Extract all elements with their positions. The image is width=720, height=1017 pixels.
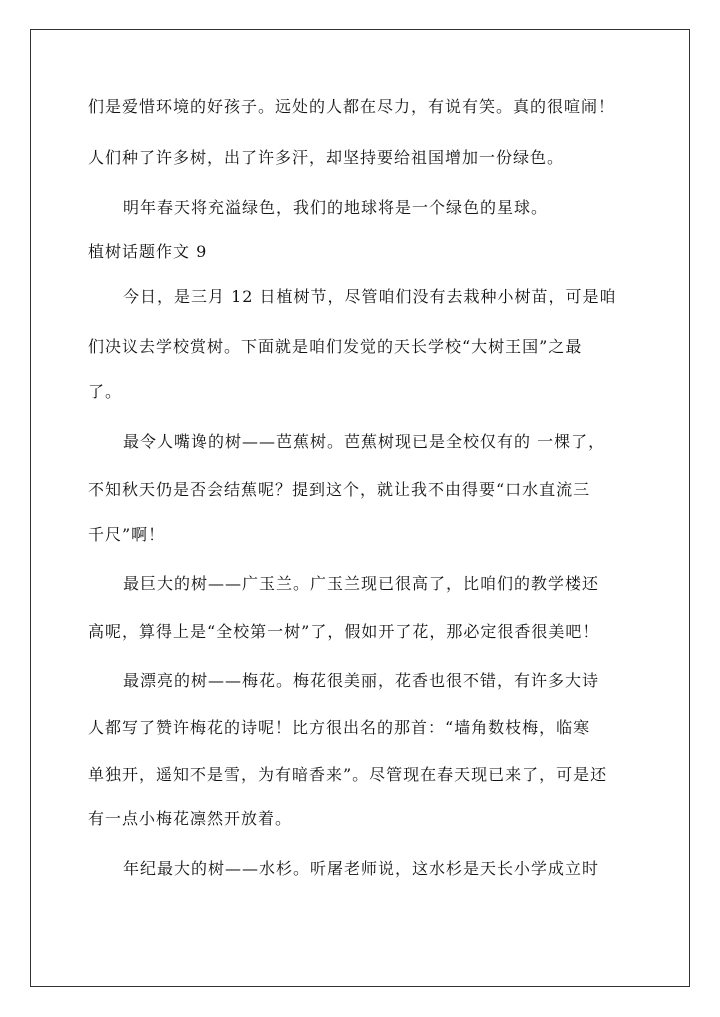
text-line: 最令人嘴谗的树——芭蕉树。芭蕉树现已是全校仅有的 一棵了， [123, 432, 606, 451]
text-line: 千尺”啊！ [88, 525, 166, 544]
text-line: 最漂亮的树——梅花。梅花很美丽，花香也很不错，有许多大诗 [123, 671, 600, 690]
text-line: 今日，是三月 12 日植树节，尽管咱们没有去栽种小树苗，可是咱 [123, 287, 617, 306]
text-line: 们决议去学校赏树。下面就是咱们发觉的天长学校“大树王国”之最 [88, 337, 583, 356]
page-border [30, 29, 690, 987]
text-line: 高呢，算得上是“全校第一树”了，假如开了花，那必定很香很美吧！ [88, 622, 600, 641]
text-line: 明年春天将充溢绿色，我们的地球将是一个绿色的星球。 [123, 198, 549, 217]
section-heading: 植树话题作文 9 [88, 242, 208, 261]
text-line: 们是爱惜环境的好孩子。远处的人都在尽力，有说有笑。真的很喧闹！ [88, 97, 616, 116]
text-line: 有一点小梅花凛然开放着。 [88, 809, 293, 828]
text-line: 了。 [88, 382, 123, 401]
text-line: 不知秋天仍是否会结蕉呢？提到这个，就让我不由得要“口水直流三 [88, 480, 591, 499]
text-line: 最巨大的树——广玉兰。广玉兰现已很高了，比咱们的教学楼还 [123, 574, 600, 593]
text-line: 单独开，遥知不是雪，为有暗香来”。尽管现在春天现已来了，可是还 [88, 765, 608, 784]
text-line: 人们种了许多树，出了许多汗，却坚持要给祖国增加一份绿色。 [88, 148, 565, 167]
text-line: 人都写了赞许梅花的诗呢！比方很出名的那首：“墙角数枝梅，临寒 [88, 718, 591, 737]
text-line: 年纪最大的树——水杉。听屠老师说，这水杉是天长小学成立时 [123, 859, 600, 878]
